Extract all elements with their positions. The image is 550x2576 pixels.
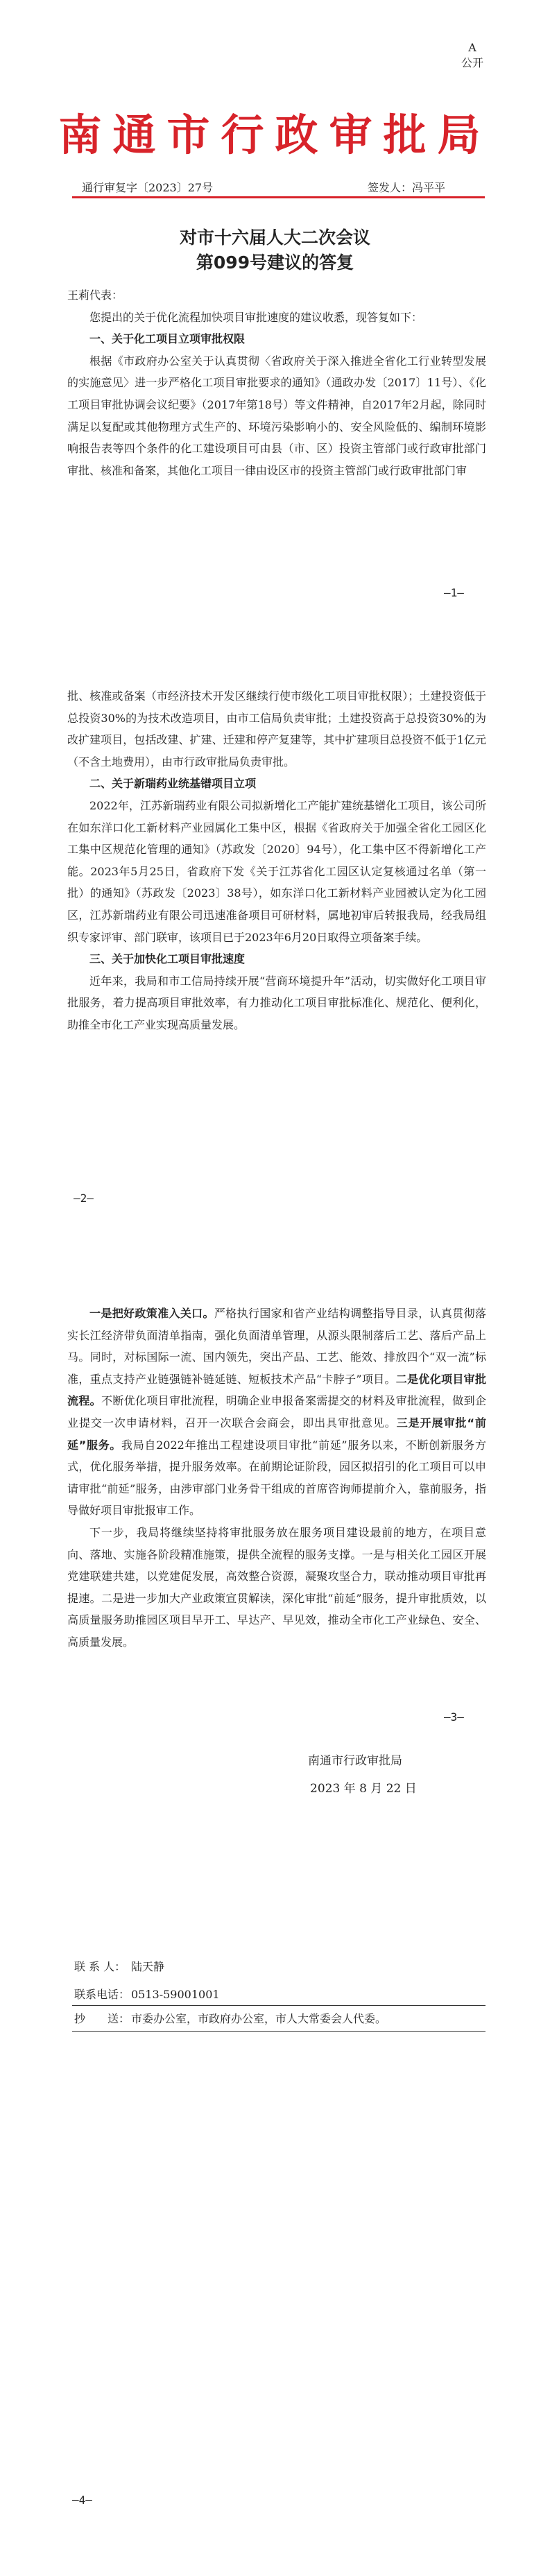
contact-person: 陆天静 [131,1960,165,1973]
page-1-body [67,284,486,481]
cc-label: 抄 送： [74,2012,130,2025]
next-steps-paragraph: 下一步，我局将继续坚持将审批服务放在服务项目建设最前的地方，在项目意向、落地、实施各阶段精准施策，提供全流程的服务支撑。一是与相关化工园区开展党建联建共建，以党建促发展，高效整合资源，凝聚攻坚合力，联动推动项目审批再提速。二是进一步加大产业政策宣贯解读，深化审批“前延”服务，提升审批质效，以高质量服务助推园区项目早开工、早达产、早见效，推动全市化工产业绿色、安全、高质量发展。 [67,1525,486,1649]
page-2-body [67,685,486,1036]
section-heading-3: 三、关于加快化工项目审批速度 [89,952,246,966]
section-2-paragraph: 2022年，江苏新瑞药业有限公司拟新增化工产能扩建统基镨化工项目，该公司所在如东洋口化工新材料产业园属化工集中区，根据《省政府关于加强全省化工园区化工集中区规范化管理的通知》（苏政发〔2020〕94号），化工集中区不得新增化工产能。2023年5月25日，省政府下发《关于江苏省化工园区认定复核通过名单（第一批）的通知》（苏政发〔2023〕38号），如东洋口化工新材料产业园被认定为化工园区，江苏新瑞药业有限公司迅速准备项目可研材料，属地初审后转报我局，经我局组织专家评审、部门联审，该项目已于2023年6月20日取得立项备案手续。 [67,798,486,944]
page-number-1: —1— [444,586,464,599]
measure-2-text: 不断优化项目审批流程，明确企业申报备案需提交的材料及审批流程，做到企业提交一次申请材料，召开一次联合会商会，即出具审批意见。 [67,1394,486,1429]
classification-corner [461,40,483,71]
section-heading-2: 二、关于新瑞药业统基镨项目立项 [89,777,257,791]
section-1-paragraph: 根据《市政府办公室关于认真贯彻〈省政府关于深入推进全省化工行业转型发展的实施意见〉进一步严格化工项目审批要求的通知》（通政办发〔2017〕11号）、《化工项目审批协调会议纪要》（2017年第18号）等文件精神，自2017年2月起，除同时满足以复配或其他物理方式生产的、环境污染影响小的、安全风险低的、编制环境影响报告表等四个条件的化工建设项目可由县（市、区）投资主管部门或行政审批部门审批、核准和备案，其他化工项目一律由设区市的投资主管部门或行政审批部门审 [67,354,486,477]
measures-paragraph [67,1303,486,1522]
page-4 [0,1873,550,2576]
measure-1-text: 严格执行国家和省产业结构调整指导目录，认真贯彻落实长江经济带负面清单指南，强化负面清单管理，从源头限制落后工艺、落后产品上马。同时，对标国际一流、国内领先，突出产品、工艺、能效、排放四个“双一流”标准，重点支持产业链强链补链延链、短板技术产品“卡脖子”项目。 [67,1307,486,1386]
page-3-body [67,1303,486,1654]
red-divider [72,196,485,198]
section-3-paragraph: 近年来，我局和市工信局持续开展“营商环境提升年”活动，切实做好化工项目审批服务，着力提高项目审批效率，有力推动化工项目审批标准化、规范化、便利化，助推全市化工产业实现高质量发展。 [67,974,486,1031]
measure-3-lead: 三是开展审批“前延”服务。 [67,1416,486,1452]
page-2 [0,624,550,1248]
cc-bottom-rule [72,2031,485,2032]
section-heading-1: 一、关于化工项目立项审批权限 [89,332,246,346]
measure-3-text: 我局自2022年推出工程建设项目审批“前延”服务以来，不断创新服务方式，优化服务举措，提升服务效率。在前期论证阶段，园区拟招引的化工项目可以申请审批“前延”服务，由涉审部门业务骨干组成的首席咨询师提前介入，靠前服务，指导做好项目审批报审工作。 [67,1438,486,1518]
measure-2-lead: 二是优化项目审批流程。 [67,1372,486,1408]
intro-paragraph: 您提出的关于优化流程加快项目审批速度的建议收悉，现答复如下： [89,310,423,324]
publicity-mark: 公开 [461,56,483,69]
measure-1-lead: 一是把好政策准入关口。 [89,1307,214,1320]
grade-mark: A [468,41,476,54]
contact-person-label: 联 系 人： [74,1960,126,1973]
page-number-4: —4— [72,2493,92,2507]
page-3 [0,1248,550,1873]
signature-agency: 南通市行政审批局 [308,1754,402,1768]
page-number-2: —2— [74,1192,94,1205]
contact-person-row [74,1958,164,1974]
contact-phone: 0513-59001001 [131,1988,220,2001]
page-1 [0,0,550,624]
title-line-1: 对市十六届人大二次会议 [179,227,370,248]
contact-phone-row [74,1986,220,2002]
doc-number: 通行审复字〔2023〕27号 [82,181,214,194]
signature-date: 2023 年 8 月 22 日 [310,1782,417,1796]
section-1-paragraph-cont: 批、核准或备案（市经济技术开发区继续行使市级化工项目审批权限）；土建投资低于总投资30%的为技术改造项目，由市工信局负责审批；土建投资高于总投资30%的为改扩建项目，包括改建、扩建、迁建和停产复建等，其中扩建项目总投资不低于1亿元（不含土地费用），由市行政审批局负责审批。 [67,689,486,768]
agency-masthead: 南通市行政审批局 [58,110,492,160]
page-number-3: —3— [444,1710,464,1724]
cc-top-rule [72,2005,485,2006]
title-line-2: 第099号建议的答复 [196,252,354,273]
salutation: 王莉代表： [67,289,123,302]
cc-recipients: 市委办公室，市政府办公室，市人大常委会人代委。 [131,2012,387,2025]
signer: 签发人：冯平平 [368,181,446,194]
contact-phone-label: 联系电话： [74,1988,130,2001]
cc-row [74,2010,386,2026]
